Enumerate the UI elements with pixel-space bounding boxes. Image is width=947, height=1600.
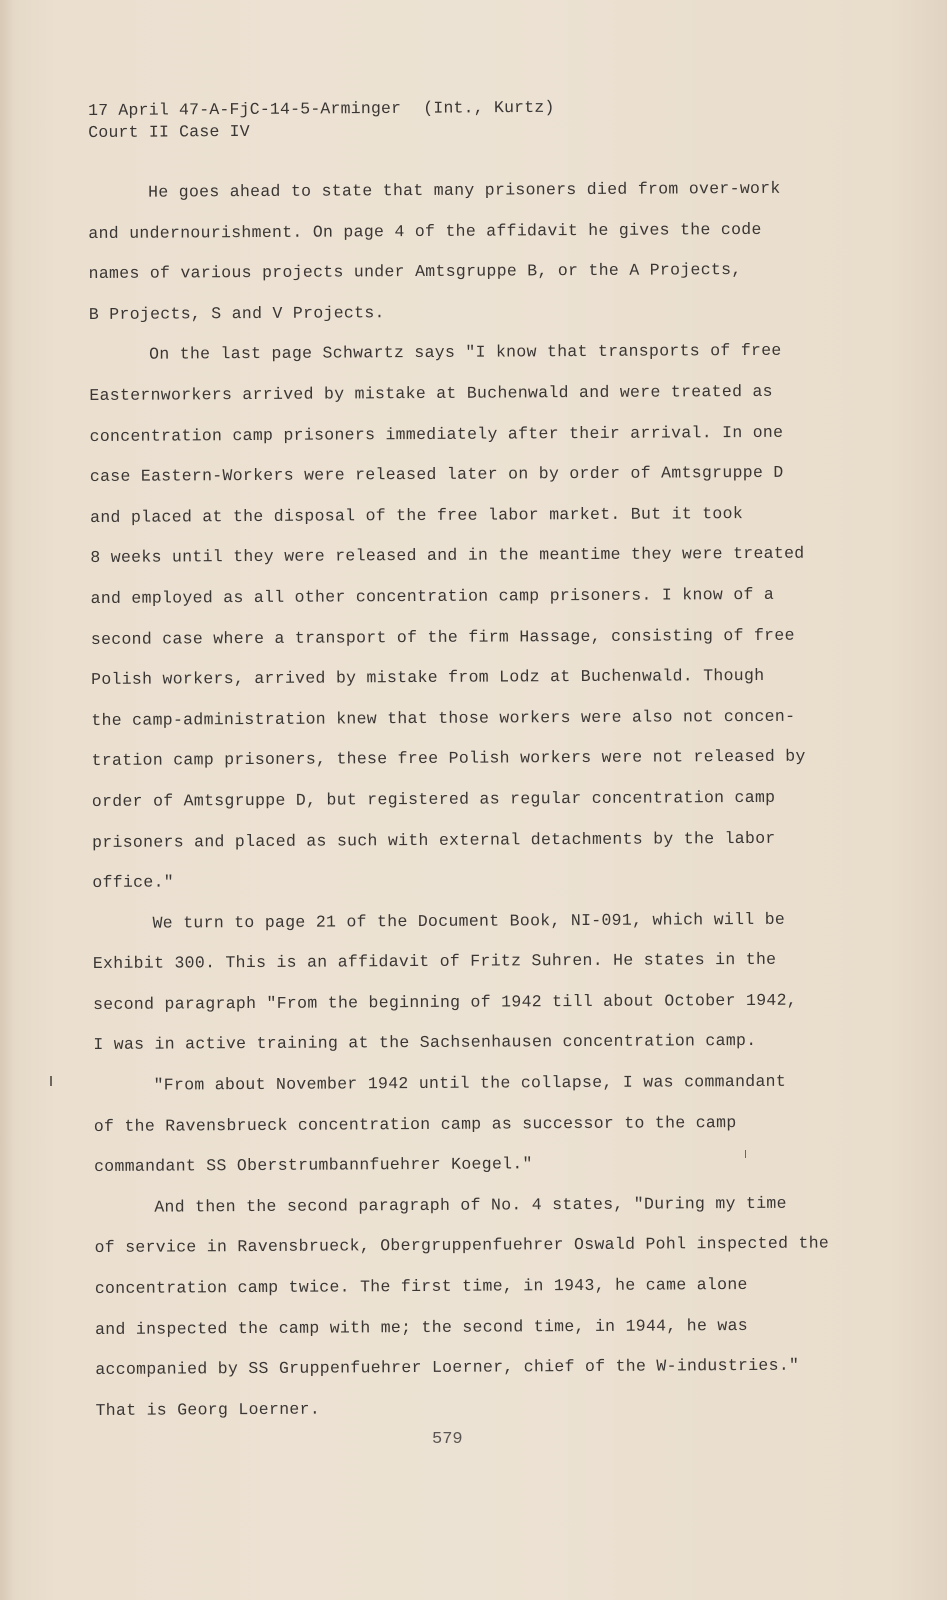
- transcript-header: [88, 97, 555, 144]
- page-number: 579: [432, 1430, 463, 1449]
- header-court-case: Court II Case IV: [88, 121, 250, 142]
- paragraph-5: And then the second paragraph of No. 4 states, "During my time of service in Ravensbrueck, Obergruppenfuehrer Oswald Pohl inspected the concentration camp twice. The first time, in 1943, he came alone and inspected the camp with me; the second time, in 1944, he was accompanied by SS Gruppenfuehrer Loerner, chief of the W-industries." That is Georg Loerner.: [94, 1193, 830, 1420]
- transcript-body: [88, 168, 836, 1431]
- stray-mark-right: [745, 1150, 746, 1158]
- paragraph-1: He goes ahead to state that many prisoners died from over-work and undernourishment. On page 4 of the affidavit he gives the code names of various projects under Amtsgruppe B, or the A Projects, B Projects, S and V Projects.: [88, 178, 781, 324]
- header-date-reference: 17 April 47-A-FjC-14-5-Arminger: [88, 98, 402, 120]
- paragraph-4: "From about November 1942 until the collapse, I was commandant of the Ravensbrueck concentration camp as successor to the camp commandant SS Oberstrumbannfuehrer Koegel.": [93, 1071, 787, 1177]
- header-speaker: (Int., Kurtz): [423, 97, 555, 118]
- stray-mark-left: [50, 1076, 52, 1086]
- paper-edge-shadow: [0, 0, 14, 1600]
- header-line-1: [88, 97, 555, 122]
- paragraph-3: We turn to page 21 of the Document Book, NI-091, which will be Exhibit 300. This is an affidavit of Fritz Suhren. He states in the second paragraph "From the beginning of 1942 till about October 1942, I was in active training at the Sachsenhausen concentration camp.: [92, 909, 798, 1055]
- paragraph-2: On the last page Schwartz says "I know that transports of free Easternworkers arrived by mistake at Buchenwald and were treated as concentration camp prisoners immediately after their arrival. In one case Eastern-Workers were released later on by order of Amtsgruppe D and placed at the disposal of the free labor market. But it took 8 weeks until they were released and in the meantime they were treated and employed as all other concentration camp prisoners. I know of a second case where a transport of the firm Hassage, consisting of free Polish workers, arrived by mistake from Lodz at Buchenwald. Though the camp-administration knew that those workers were also not concen- tration camp prisoners, these free Polish workers were not released by order of Amtsgruppe D, but registered as regular concentration camp prisoners and placed as such with external detachments by the labor office.": [89, 341, 806, 893]
